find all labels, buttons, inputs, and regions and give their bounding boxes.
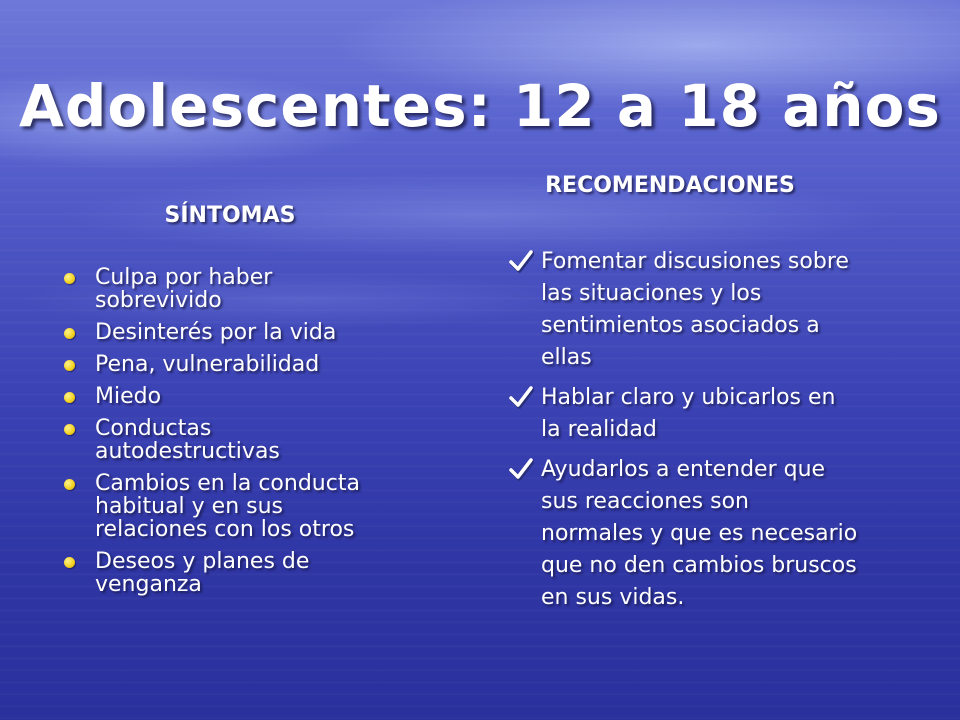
recommendation-item — [508, 454, 858, 614]
checkmark-icon — [508, 456, 534, 482]
symptom-item — [60, 266, 390, 312]
slide-title: Adolescentes: 12 a 18 años — [19, 72, 941, 140]
yellow-dot-bullet-icon — [64, 273, 75, 284]
symptom-text: Conductas autodestructivas — [95, 416, 280, 464]
recommendation-text: Hablar claro y ubicarlos en la realidad — [541, 385, 836, 442]
checkmark-icon — [508, 248, 534, 274]
symptom-text: Deseos y planes de venganza — [95, 549, 310, 597]
yellow-dot-bullet-icon — [64, 479, 75, 490]
symptom-item — [60, 417, 390, 463]
recommendation-text: Fomentar discusiones sobre las situaciones y los sentimientos asociados a ellas — [541, 249, 849, 370]
symptom-text: Desinterés por la vida — [95, 320, 337, 345]
yellow-dot-bullet-icon — [64, 328, 75, 339]
symptom-item — [60, 472, 390, 541]
recommendation-text: Ayudarlos a entender que sus reacciones son normales y que es necesario que no den cambios bruscos en sus vidas. — [541, 457, 858, 610]
yellow-dot-bullet-icon — [64, 392, 75, 403]
symptom-item — [60, 550, 390, 596]
symptom-item — [60, 385, 390, 408]
symptom-item — [60, 353, 390, 376]
symptoms-list — [60, 266, 390, 605]
symptoms-heading: SÍNTOMAS — [164, 203, 296, 228]
recommendations-list — [508, 246, 858, 622]
symptom-text: Miedo — [95, 384, 162, 409]
recommendation-item — [508, 246, 858, 374]
symptom-item — [60, 321, 390, 344]
symptom-text: Culpa por haber sobrevivido — [95, 265, 273, 313]
yellow-dot-bullet-icon — [64, 557, 75, 568]
recommendations-heading: RECOMENDACIONES — [545, 173, 795, 198]
recommendation-item — [508, 382, 858, 446]
yellow-dot-bullet-icon — [64, 424, 75, 435]
symptom-text: Cambios en la conducta habitual y en sus relaciones con los otros — [95, 471, 360, 542]
yellow-dot-bullet-icon — [64, 360, 75, 371]
checkmark-icon — [508, 384, 534, 410]
symptom-text: Pena, vulnerabilidad — [95, 352, 320, 377]
